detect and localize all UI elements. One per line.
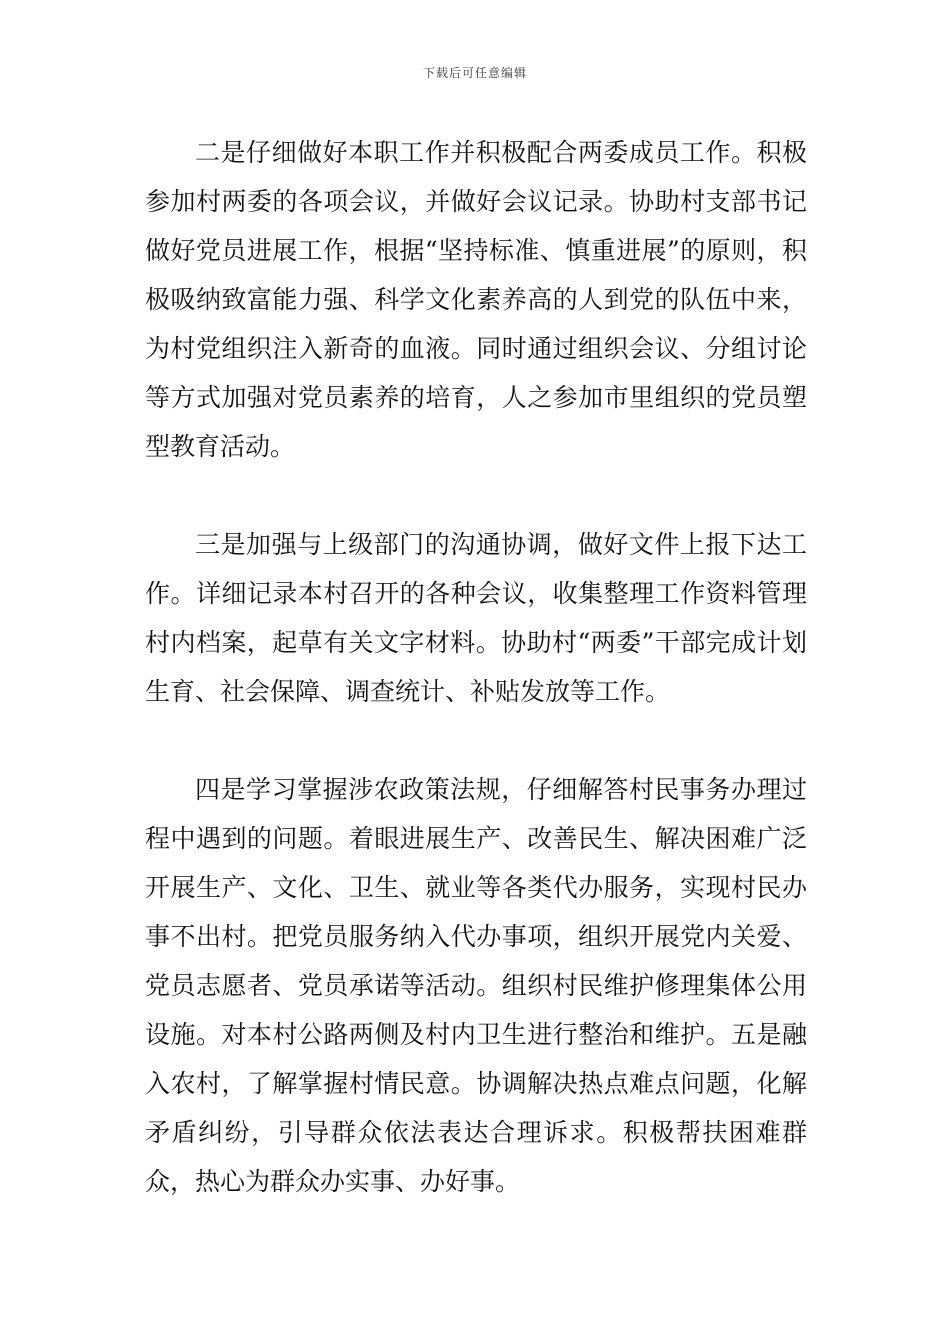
paragraph-four: 四是学习掌握涉农政策法规，仔细解答村民事务办理过程中遇到的问题。着眼进展生产、改善民生、解决困难广泛开展生产、文化、卫生、就业等各类代办服务，实现村民办事不出村。把党员服务纳入代办事项，组织开展党内关爱、党员志愿者、党员承诺等活动。组织村民维护修理集体公用设施。对本村公路两侧及村内卫生进行整治和维护。五是融入农村，了解掌握村情民意。协调解决热点难点问题，化解矛盾纠纷，引导群众依法表达合理诉求。积极帮扶困难群众，热心为群众办实事、办好事。 (145, 775, 807, 1196)
paragraph-three: 三是加强与上级部门的沟通协调，做好文件上报下达工作。详细记录本村召开的各种会议，收集整理工作资料管理村内档案，起草有关文字材料。协助村“两委”干部完成计划生育、社会保障、调查统计、补贴发放等工作。 (145, 530, 807, 706)
paragraph-two: 二是仔细做好本职工作并积极配合两委成员工作。积极参加村两委的各项会议，并做好会议记录。协助村支部书记做好党员进展工作，根据“坚持标准、慎重进展”的原则，积极吸纳致富能力强、科学文化素养高的人到党的队伍中来，为村党组织注入新奇的血液。同时通过组织会议、分组讨论等方式加强对党员素养的培育，人之参加市里组织的党员塑型教育活动。 (145, 138, 807, 461)
document-body (145, 128, 807, 1206)
header-note: 下载后可任意编辑 (422, 66, 527, 80)
